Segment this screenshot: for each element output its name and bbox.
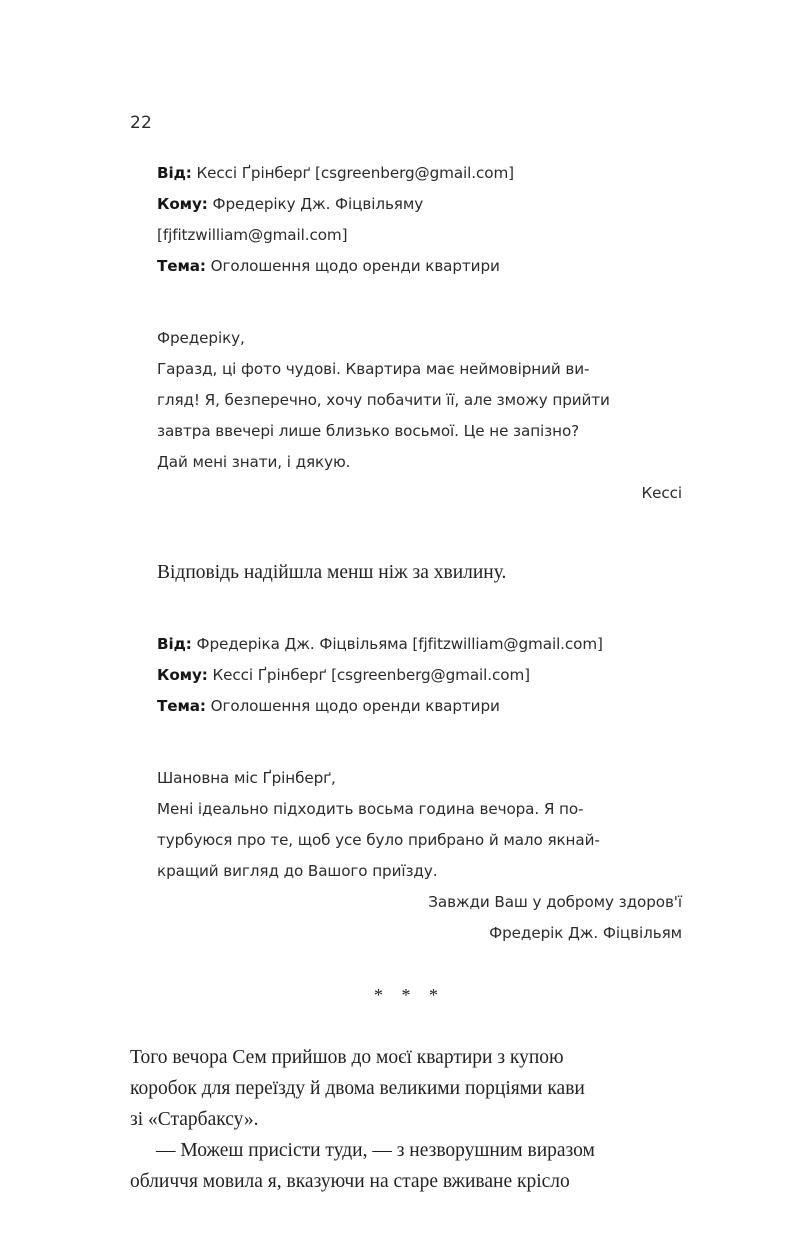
email-one-from-line (157, 158, 682, 189)
email-two-body-line: кращий вигляд до Вашого приїзду. (157, 862, 438, 880)
from-value: Фредеріка Дж. Фіцвільяма [fjfitzwilliam@gmail.com] (196, 635, 603, 653)
spacer (157, 722, 682, 763)
email-one-to-line (157, 189, 682, 220)
spacer (130, 1011, 682, 1042)
subject-label: Тема: (157, 697, 206, 715)
email-one-body-line: Гаразд, ці фото чудові. Квартира має неймовірний ви- (157, 360, 590, 378)
email-one-header (157, 158, 682, 282)
narrative-line: — Можеш присісти туди, — з незворушним виразом (156, 1140, 595, 1161)
spacer (130, 949, 682, 980)
narrative-line: обличчя мовила я, вказуючи на старе вживане крісло (130, 1171, 570, 1192)
email-block-one (157, 158, 682, 949)
from-label: Від: (157, 635, 192, 653)
narrative-paragraph-two (130, 1135, 682, 1197)
interlude-line: Відповідь надійшла менш ніж за хвилину. (157, 562, 507, 583)
subject-value: Оголошення щодо оренди квартири (210, 697, 500, 715)
spacer (157, 509, 682, 557)
email-one-salutation: Фредеріку, (157, 329, 245, 347)
to-value: Кессі Ґрінберґ [csgreenberg@gmail.com] (212, 666, 530, 684)
email-one-signature: Кессі (641, 484, 682, 502)
to-label: Кому: (157, 195, 208, 213)
email-two-header (157, 629, 682, 722)
email-two-salutation: Шановна міс Ґрінберґ, (157, 769, 336, 787)
email-one-body-line: гляд! Я, безперечно, хочу побачити її, але зможу прийти (157, 391, 610, 409)
subject-label: Тема: (157, 257, 206, 275)
email-two-body-line: Мені ідеально підходить восьма година вечора. Я по- (157, 800, 584, 818)
to-value: Фредеріку Дж. Фіцвільяму (212, 195, 424, 213)
spacer (157, 588, 682, 629)
email-two-to-line (157, 660, 682, 691)
page-number: 22 (130, 113, 153, 133)
email-one-to-line-cont: [fjfitzwilliam@gmail.com] (157, 226, 348, 244)
narrative-line: коробок для переїзду й двома великими порціями кави (130, 1078, 585, 1099)
from-value: Кессі Ґрінберґ [csgreenberg@gmail.com] (196, 164, 514, 182)
email-two-subject-line (157, 691, 682, 722)
email-two-body-line: турбуюся про те, щоб усе було прибрано й мало якнай- (157, 831, 600, 849)
email-two-body (157, 763, 682, 887)
spacer (157, 282, 682, 323)
narrative-paragraph-one (130, 1042, 682, 1135)
email-two-from-line (157, 629, 682, 660)
email-one-body (157, 323, 682, 478)
to-label: Кому: (157, 666, 208, 684)
narrative-line: зі «Старбаксу». (130, 1109, 259, 1130)
email-one-body-line: завтра ввечері лише близько восьмої. Це не запізно? (157, 422, 580, 440)
text-column (130, 158, 682, 1197)
subject-value: Оголошення щодо оренди квартири (210, 257, 500, 275)
email-two-signature-line-2: Фредерік Дж. Фіцвільям (489, 924, 682, 942)
narrative-line: Того вечора Сем прийшов до моєї квартири з купою (130, 1047, 564, 1068)
email-two-signature-line-1: Завжди Ваш у доброму здоров'ї (428, 893, 682, 911)
scene-break-asterisks: * * * (374, 985, 445, 1005)
email-one-subject-line (157, 251, 682, 282)
email-one-body-line: Дай мені знати, і дякую. (157, 453, 351, 471)
from-label: Від: (157, 164, 192, 182)
